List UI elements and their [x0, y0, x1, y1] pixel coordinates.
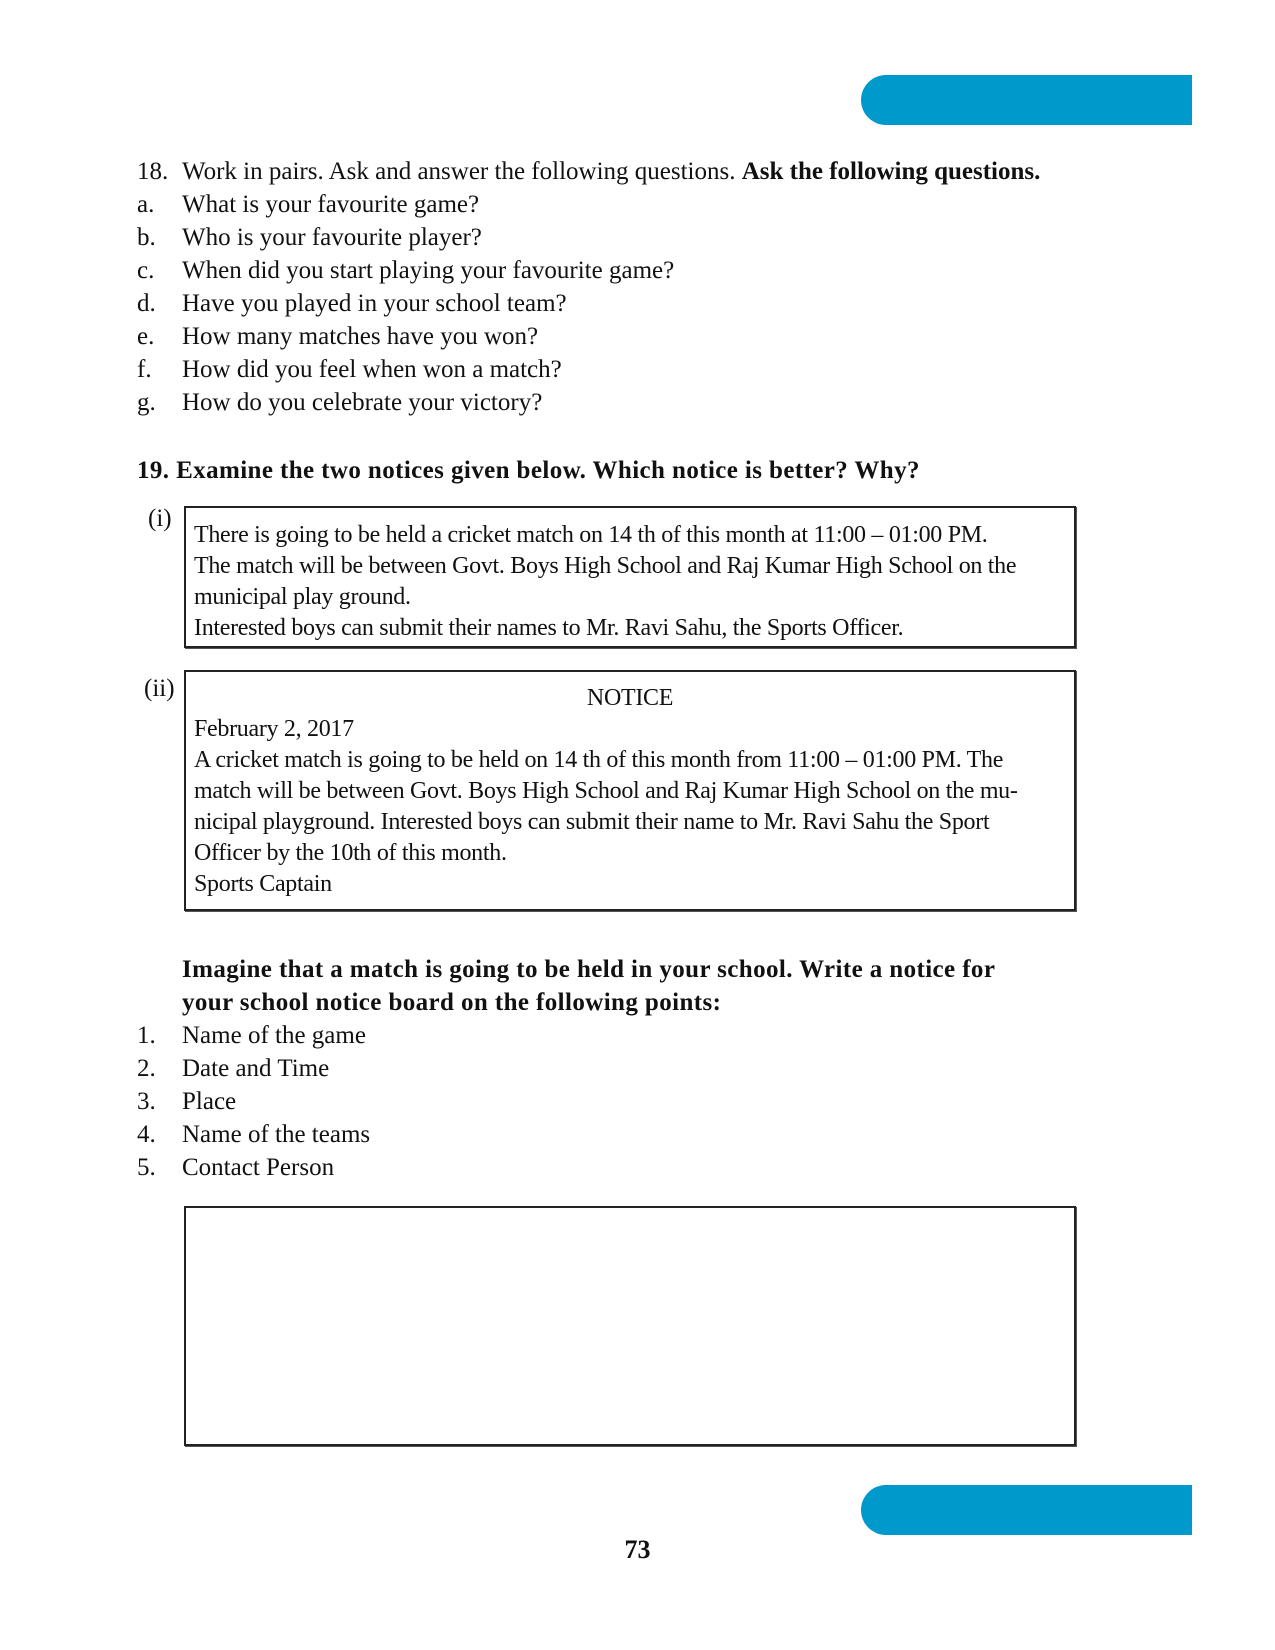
point-text: Date and Time: [182, 1055, 330, 1082]
header-decorative-bar: [1180, 75, 1192, 125]
list-label: g.: [137, 389, 156, 416]
point-text: Contact Person: [182, 1154, 335, 1181]
header-decorative-band: [861, 75, 1181, 125]
list-text: How many matches have you won?: [182, 323, 539, 350]
notice-2-label: (ii): [144, 675, 175, 702]
notice-2-line: nicipal playground. Interested boys can submit their name to Mr. Ravi Sahu the Sport: [194, 809, 990, 835]
footer-decorative-bar: [1162, 1485, 1174, 1535]
task-instruction-line-1: Imagine that a match is going to be held in your school. Write a notice for: [182, 956, 996, 983]
notice-1-box: [184, 506, 1076, 648]
point-label: 1.: [137, 1022, 156, 1049]
question-bold-text: Ask the following questions.: [741, 158, 1041, 185]
list-label: f.: [137, 356, 152, 383]
notice-2-title: NOTICE: [586, 685, 674, 711]
notice-1-line: There is going to be held a cricket match on 14 th of this month at 11:00 – 01:00 PM.: [194, 522, 988, 548]
footer-decorative-band: [861, 1485, 1181, 1535]
header-decorative-bar: [1162, 75, 1174, 125]
notice-2-line: Officer by the 10th of this month.: [194, 840, 507, 866]
point-label: 5.: [137, 1154, 156, 1181]
notice-2-box: [184, 670, 1076, 911]
notice-1-label: (i): [148, 505, 172, 532]
list-text: How did you feel when won a match?: [182, 356, 562, 383]
notice-1-line: Interested boys can submit their names to Mr. Ravi Sahu, the Sports Officer.: [194, 615, 904, 641]
question-text: Work in pairs. Ask and answer the following questions. Ask the following questions.: [182, 158, 1041, 185]
notice-1-line: municipal play ground.: [194, 584, 411, 610]
point-label: 2.: [137, 1055, 156, 1082]
task-instruction-line-2: your school notice board on the following points:: [182, 989, 722, 1016]
notice-1-line: The match will be between Govt. Boys High School and Raj Kumar High School on the: [194, 553, 1017, 579]
point-text: Name of the teams: [182, 1121, 371, 1148]
list-text: When did you start playing your favourite game?: [182, 257, 675, 284]
point-text: Place: [182, 1088, 237, 1115]
list-label: a.: [137, 191, 155, 218]
point-text: Name of the game: [182, 1022, 366, 1049]
list-text: Who is your favourite player?: [182, 224, 482, 251]
list-label: b.: [137, 224, 156, 251]
notice-2-line: match will be between Govt. Boys High School and Raj Kumar High School on the mu-: [194, 778, 1018, 804]
answer-box[interactable]: [184, 1206, 1076, 1446]
page-number: 73: [624, 1535, 651, 1564]
list-text: Have you played in your school team?: [182, 290, 567, 317]
question-19-heading: 19. Examine the two notices given below. Which notice is better? Why?: [137, 457, 920, 484]
list-label: e.: [137, 323, 155, 350]
list-label: d.: [137, 290, 156, 317]
notice-2-line: A cricket match is going to be held on 14 th of this month from 11:00 – 01:00 PM. The: [194, 747, 1004, 773]
point-label: 4.: [137, 1121, 156, 1148]
list-text: How do you celebrate your victory?: [182, 389, 543, 416]
list-label: c.: [137, 257, 155, 284]
notice-2-date: February 2, 2017: [194, 716, 354, 742]
point-label: 3.: [137, 1088, 156, 1115]
footer-decorative-bar: [1180, 1485, 1192, 1535]
notice-2-signature: Sports Captain: [194, 871, 332, 897]
question-number: 18.: [137, 158, 169, 185]
list-text: What is your favourite game?: [182, 191, 480, 218]
